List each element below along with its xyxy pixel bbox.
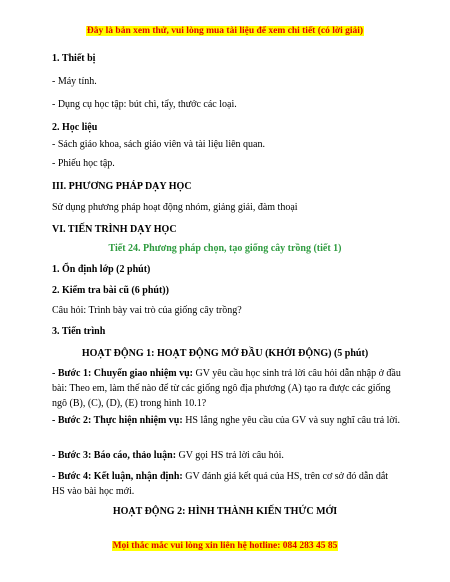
- activity-title: HOẠT ĐỘNG 2: HÌNH THÀNH KIẾN THỨC MỚI: [112, 506, 338, 517]
- list-item: - Máy tính.: [52, 76, 97, 87]
- step-text: GV đánh giá kết quả của HS, trên cơ sở đó dẫn dắt HS vào bài học mới.: [52, 471, 389, 497]
- section-heading-equipment: 1. Thiết bị: [52, 53, 96, 64]
- paragraph: [52, 469, 402, 499]
- step-label: - Bước 2: Thực hiện nhiệm vụ:: [52, 415, 183, 426]
- lesson-title: Tiết 24. Phương pháp chọn, tạo giống cây trồng (tiết 1): [108, 243, 342, 254]
- paragraph: [52, 448, 402, 463]
- step-heading: 3. Tiến trình: [52, 326, 106, 337]
- step-label: - Bước 3: Báo cáo, thảo luận:: [52, 450, 177, 461]
- step-label: - Bước 1: Chuyển giao nhiệm vụ:: [52, 368, 193, 379]
- section-heading-materials: 2. Học liệu: [52, 122, 98, 133]
- paragraph: [52, 366, 402, 411]
- preview-banner-text: Đây là bản xem thử, vui lòng mua tài liệu để xem chi tiết (có lời giải): [86, 26, 364, 36]
- paragraph: Sử dụng phương pháp hoạt động nhóm, giảng giải, đàm thoại: [52, 202, 298, 213]
- hotline-banner-text: Mọi thắc mắc vui lòng xin liên hệ hotline: 084 283 45 85: [112, 541, 338, 551]
- paragraph: Câu hỏi: Trình bày vai trò của giống cây trồng?: [52, 305, 242, 316]
- step-text: GV gọi HS trả lời câu hỏi.: [176, 450, 284, 461]
- list-item: - Sách giáo khoa, sách giáo viên và tài liệu liên quan.: [52, 139, 265, 150]
- step-heading: 1. Ổn định lớp (2 phút): [52, 264, 151, 275]
- paragraph: [52, 413, 402, 428]
- step-text: HS lắng nghe yêu cầu của GV và suy nghĩ câu trả lời.: [182, 415, 400, 426]
- section-heading-methods: III. PHƯƠNG PHÁP DẠY HỌC: [52, 181, 192, 192]
- hotline-banner: [0, 541, 450, 551]
- list-item: - Dụng cụ học tập: bút chì, tẩy, thước các loại.: [52, 99, 237, 110]
- step-text: GV yêu cầu học sinh trả lời câu hỏi dẫn nhập ở đầu bài: Theo em, làm thế nào để từ các giống ngô địa phương (A) tạo ra được các giống ngô (B), (C), (D), (E) trong hình 10.1?: [52, 368, 401, 409]
- list-item: - Phiếu học tập.: [52, 158, 115, 169]
- section-heading-process: VI. TIẾN TRÌNH DẠY HỌC: [52, 224, 177, 235]
- step-label: - Bước 4: Kết luận, nhận định:: [52, 471, 183, 482]
- step-heading: 2. Kiểm tra bài cũ (6 phút)): [52, 285, 169, 296]
- activity-title: HOẠT ĐỘNG 1: HOẠT ĐỘNG MỞ ĐẦU (KHỞI ĐỘNG) (5 phút): [81, 348, 369, 359]
- preview-banner: [0, 26, 450, 36]
